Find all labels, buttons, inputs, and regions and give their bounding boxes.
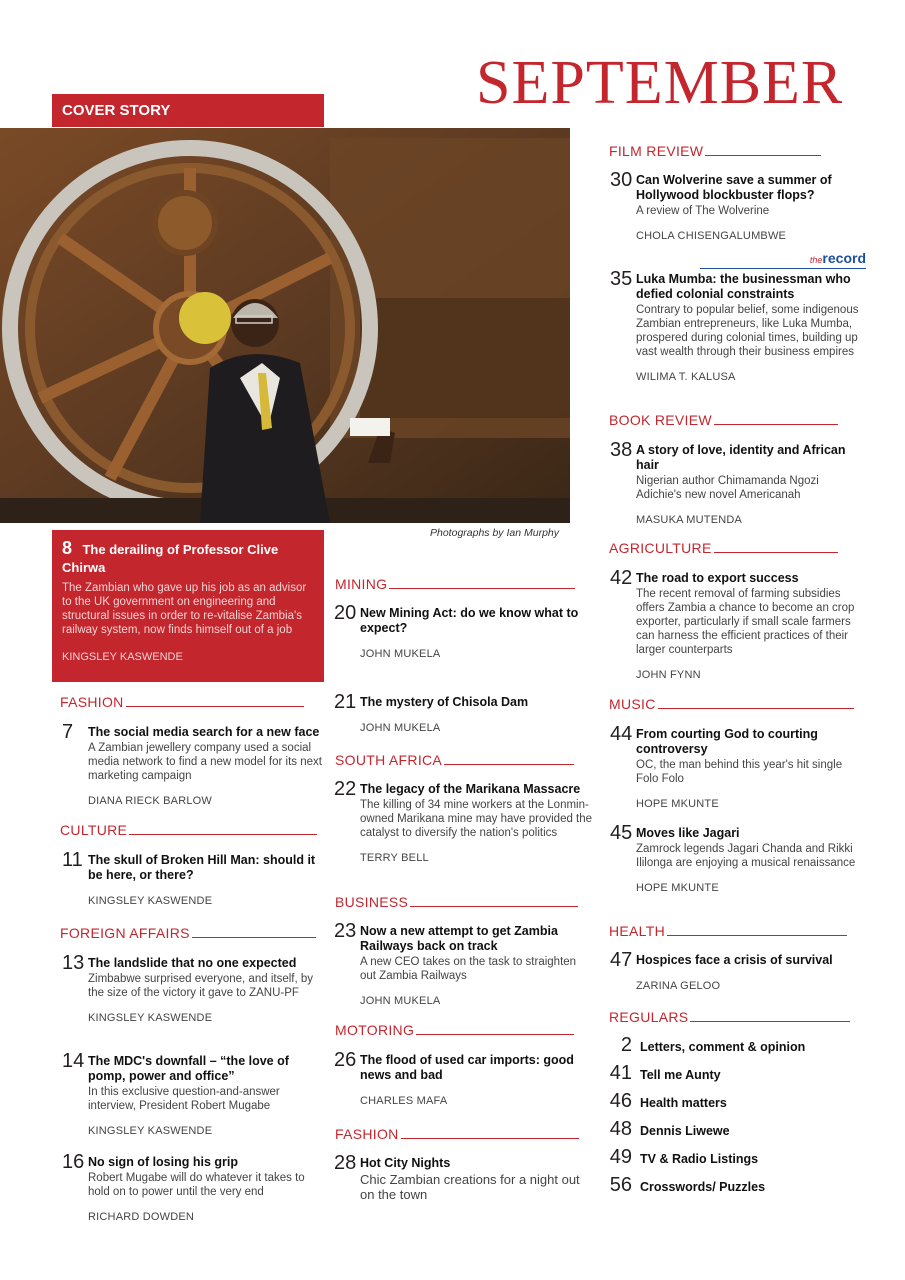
section-mining: MINING [335, 576, 575, 592]
the-record-logo: therecord [700, 250, 866, 269]
section-film-review: FILM REVIEW [609, 143, 821, 159]
toc-item[interactable]: 30 Can Wolverine save a summer of Hollywood blockbuster flops? A review of The Wolverine CHOLA CHISENGALUMBWE [610, 169, 832, 242]
cover-story-label: COVER STORY [52, 94, 324, 127]
toc-item[interactable]: 22 The legacy of the Marikana Massacre The killing of 34 mine workers at the Lonmin-owned Marikana mine may have provided the catalyst to diversify the nation's politics TERRY BELL [334, 778, 593, 864]
toc-item[interactable]: 7 The social media search for a new face A Zambian jewellery company used a social media network to find a new model for its next marketing campaign DIANA RIECK BARLOW [62, 721, 322, 807]
section-fashion: FASHION [60, 694, 304, 710]
section-regulars: REGULARS [609, 1009, 850, 1025]
section-health: HEALTH [609, 923, 847, 939]
section-culture: CULTURE [60, 822, 317, 838]
toc-item[interactable]: 26 The flood of used car imports: good news and bad CHARLES MAFA [334, 1049, 574, 1107]
toc-item[interactable]: 44 From courting God to courting controversy OC, the man behind this year's hit single Folo Folo HOPE MKUNTE [610, 723, 843, 810]
section-music: MUSIC [609, 696, 854, 712]
issue-month: SEPTEMBER [476, 49, 844, 117]
section-foreign-affairs: FOREIGN AFFAIRS [60, 925, 316, 941]
toc-item[interactable]: 21 The mystery of Chisola Dam JOHN MUKELA [334, 691, 529, 734]
section-agriculture: AGRICULTURE [609, 540, 838, 556]
regular-item[interactable]: 46 Health matters [609, 1090, 727, 1112]
section-business: BUSINESS [335, 894, 578, 910]
toc-item[interactable]: 28 Hot City Nights Chic Zambian creations for a night out on the town [334, 1152, 580, 1202]
cover-photo-illustration [0, 128, 570, 523]
cover-title: The derailing of Professor Clive Chirwa [62, 542, 279, 575]
photo-credit: Photographs by Ian Murphy [430, 527, 559, 539]
cover-author: KINGSLEY KASWENDE [62, 651, 183, 663]
cover-story-box[interactable] [52, 530, 324, 682]
cover-page-number: 8 [62, 538, 73, 558]
section-motoring: MOTORING [335, 1022, 574, 1038]
toc-item[interactable]: 35 Luka Mumba: the businessman who defied colonial constraints Contrary to popular belief, some indigenous Zambian entrepreneurs, like Luka Mumba, prospered during colonial times, building up vast wealth through their business empires WILIMA T. KALUSA [610, 268, 859, 383]
section-book-review: BOOK REVIEW [609, 412, 838, 428]
toc-item[interactable]: 45 Moves like Jagari Zamrock legends Jagari Chanda and Rikki Ililonga are enjoying a musical renaissance HOPE MKUNTE [610, 822, 856, 894]
regular-item[interactable]: 2 Letters, comment & opinion [620, 1034, 806, 1056]
toc-item[interactable]: 38 A story of love, identity and African hair Nigerian author Chimamanda Ngozi Adichie's new novel Americanah MASUKA MUTENDA [610, 439, 846, 526]
toc-item[interactable]: 16 No sign of losing his grip Robert Mugabe will do whatever it takes to hold on to power until the very end RICHARD DOWDEN [62, 1151, 305, 1223]
regular-item[interactable]: 49 TV & Radio Listings [609, 1146, 759, 1168]
toc-item[interactable]: 13 The landslide that no one expected Zimbabwe surprised everyone, and itself, by the size of the victory it gave to ZANU-PF KINGSLEY KASWENDE [62, 952, 313, 1024]
toc-item[interactable]: 23 Now a new attempt to get Zambia Railways back on track A new CEO takes on the task to straighten out Zambia Railways JOHN MUKELA [334, 920, 577, 1007]
toc-item[interactable]: 42 The road to export success The recent removal of farming subsidies offers Zambia a chance to become an crop exporter, particularly if small scale farmers can harness the efficient practices of their larger counterparts JOHN FYNN [610, 567, 855, 681]
regular-item[interactable]: 48 Dennis Liwewe [609, 1118, 730, 1140]
toc-item[interactable]: 47 Hospices face a crisis of survival ZARINA GELOO [610, 949, 833, 992]
cover-description: The Zambian who gave up his job as an advisor to the UK government on engineering and structural issues in order to re-vitalise Zambia's railway system, now finds himself out of a job [62, 582, 307, 636]
section-south-africa: SOUTH AFRICA [335, 752, 574, 768]
section-fashion-2: FASHION [335, 1126, 579, 1142]
toc-item[interactable]: 20 New Mining Act: do we know what to expect? JOHN MUKELA [334, 602, 579, 660]
regular-item[interactable]: 56 Crosswords/ Puzzles [609, 1174, 766, 1196]
toc-item[interactable]: 11 The skull of Broken Hill Man: should it be here, or there? KINGSLEY KASWENDE [62, 849, 316, 907]
regular-item[interactable]: 41 Tell me Aunty [609, 1062, 721, 1084]
toc-item[interactable]: 14 The MDC's downfall – “the love of pomp, power and office” In this exclusive question-and-answer interview, President Robert Mugabe KINGSLEY KASWENDE [62, 1050, 289, 1137]
cover-photo [0, 128, 570, 523]
